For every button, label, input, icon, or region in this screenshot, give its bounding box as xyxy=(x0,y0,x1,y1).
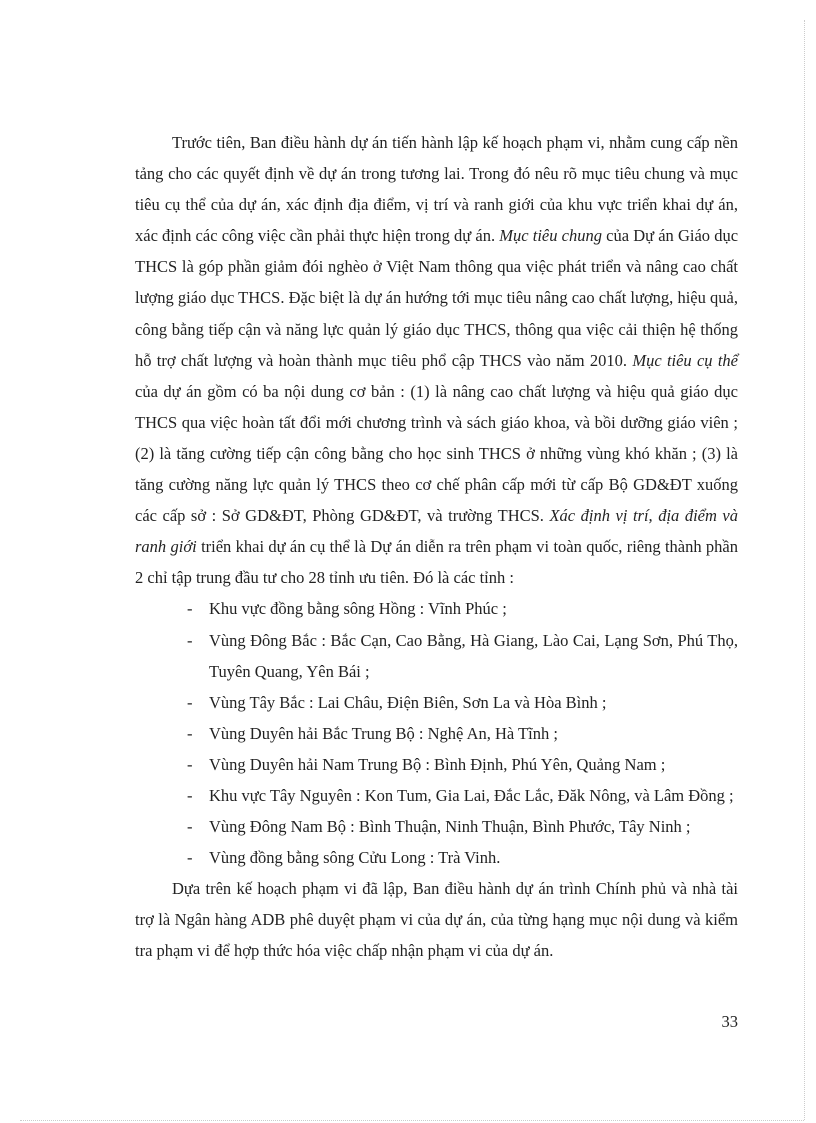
paragraph-approval: Dựa trên kế hoạch phạm vi đã lập, Ban điều hành dự án trình Chính phủ và nhà tài trợ là Ngân hàng ADB phê duyệt phạm vi của dự án, của từng hạng mục nội dung và kiểm tra phạm vi để hợp thức hóa việc chấp nhận phạm vi của dự án. xyxy=(135,879,738,961)
list-bullet: - xyxy=(187,848,193,868)
list-bullet: - xyxy=(187,599,193,619)
page-border-bottom xyxy=(20,1120,804,1121)
term-general-objective: Mục tiêu chung xyxy=(499,226,602,246)
list-item xyxy=(135,811,738,842)
general-objective-text: của Dự án Giáo dục THCS là góp phần giảm đói nghèo ở Việt Nam thông qua việc phát triển và nâng cao chất lượng giáo dục THCS. Đặc biệt là dự án hướng tới mục tiêu nâng cao chất lượng, hiệu quả, công bằng tiếp cận và năng lực quản lý giáo dục THCS, thông qua việc cải thiện hệ thống hỗ trợ chất lượng và hoàn thành mục tiêu phổ cập THCS vào năm 2010. xyxy=(135,226,739,370)
term-location-boundary: Xác định vị trí, địa điểm và ranh giới xyxy=(135,506,738,557)
location-boundary-text: triển khai dự án cụ thể là Dự án diễn ra trên phạm vi toàn quốc, riêng thành phần 2 chỉ tập trung đầu tư cho 28 tỉnh ưu tiên. Đó là các tỉnh : xyxy=(135,537,739,588)
list-bullet: - xyxy=(187,785,193,805)
list-item-text: Vùng Đông Bắc : Bắc Cạn, Cao Bằng, Hà Giang, Lào Cai, Lạng Sơn, Phú Thọ, Tuyên Quang, Yên Bái ; xyxy=(209,630,738,681)
list-item xyxy=(135,780,738,811)
list-item xyxy=(135,687,738,718)
page-border-right xyxy=(804,20,805,1120)
province-list xyxy=(135,593,738,873)
list-item xyxy=(135,749,738,780)
list-item-text: Khu vực Tây Nguyên : Kon Tum, Gia Lai, Đắc Lắc, Đăk Nông, và Lâm Đồng ; xyxy=(209,785,734,805)
term-specific-objective: Mục tiêu cụ thể xyxy=(632,350,739,370)
list-bullet: - xyxy=(187,817,193,837)
list-item-text: Khu vực đồng bằng sông Hồng : Vĩnh Phúc ; xyxy=(209,599,507,619)
paragraph-intro: Trước tiên, Ban điều hành dự án tiến hành lập kế hoạch phạm vi, nhằm cung cấp nền tảng cho các quyết định về dự án trong tương lai. Trong đó nêu rõ mục tiêu chung và mục tiêu cụ thể của dự án, xác định địa điểm, vị trí và ranh giới của khu vực triển khai dự án, xác định các công việc cần phải thực hiện trong dự án. xyxy=(135,133,738,246)
list-item-text: Vùng Duyên hải Nam Trung Bộ : Bình Định, Phú Yên, Quảng Nam ; xyxy=(209,754,666,774)
page-number: 33 xyxy=(721,1012,738,1031)
list-item-text: Vùng Đông Nam Bộ : Bình Thuận, Ninh Thuận, Bình Phước, Tây Ninh ; xyxy=(209,817,691,837)
list-item xyxy=(135,625,738,687)
list-item xyxy=(135,842,738,873)
list-bullet: - xyxy=(187,630,193,650)
list-bullet: - xyxy=(187,723,193,743)
list-item-text: Vùng Tây Bắc : Lai Châu, Điện Biên, Sơn La và Hòa Bình ; xyxy=(209,692,607,712)
list-item xyxy=(135,593,738,624)
list-item-text: Vùng đồng bằng sông Cửu Long : Trà Vinh. xyxy=(209,848,501,868)
specific-objective-text: của dự án gồm có ba nội dung cơ bản : (1) là nâng cao chất lượng và hiệu quả giáo dục THCS qua việc hoàn tất đổi mới chương trình và sách giáo khoa, và bồi dưỡng giáo viên ; (2) là tăng cường tiếp cận công bằng cho học sinh THCS ở những vùng khó khăn ; (3) là tăng cường năng lực quản lý THCS theo cơ chế phân cấp mới từ cấp Bộ GD&ĐT xuống các cấp sở : Sở GD&ĐT, Phòng GD&ĐT, và trường THCS. xyxy=(135,381,738,526)
page-content xyxy=(135,127,738,967)
paragraph-project-scope xyxy=(135,127,738,593)
list-bullet: - xyxy=(187,692,193,712)
list-item xyxy=(135,718,738,749)
list-bullet: - xyxy=(187,754,193,774)
list-item-text: Vùng Duyên hải Bắc Trung Bộ : Nghệ An, Hà Tĩnh ; xyxy=(209,723,558,743)
